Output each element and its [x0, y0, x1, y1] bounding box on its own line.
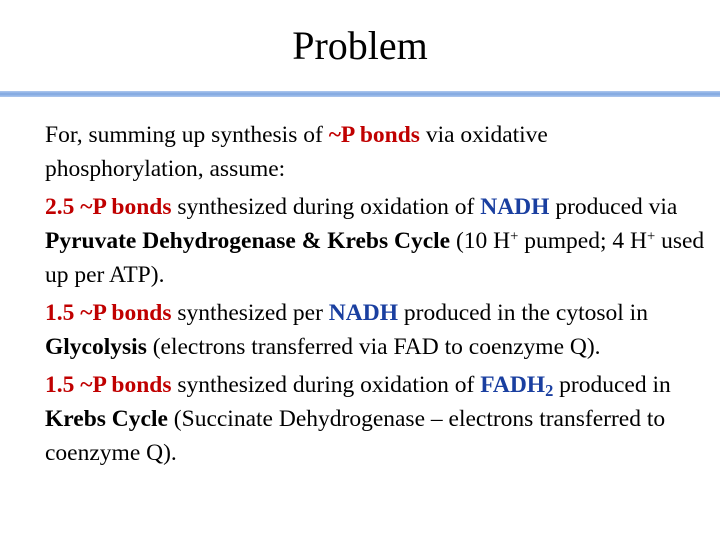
enzyme-term: Pyruvate Dehydrogenase [45, 228, 296, 254]
title-divider [0, 91, 720, 97]
nadh-term-2: NADH [328, 300, 398, 326]
intro-text-1: For, summing up synthesis of [45, 122, 329, 148]
nadh-term-1: NADH [480, 194, 550, 220]
fadh2-term [480, 372, 554, 401]
proton-charge-2: + [646, 228, 656, 245]
proton-charge-1: + [510, 228, 519, 245]
krebs-cycle-term-2: Krebs Cycle [45, 406, 168, 432]
p-bonds-term: ~P bonds [328, 122, 420, 148]
item2-text-2: produced in the cytosol in [398, 300, 648, 326]
krebs-cycle-term-1: Krebs Cycle [327, 228, 451, 254]
item3-text-3: (Succinate Dehydrogenase – electrons transferred to coenzyme Q). [45, 406, 666, 466]
fadh-label: FADH [480, 372, 546, 398]
item1-text-3: (10 H [450, 228, 511, 254]
item1-text-5: used up per ATP). [45, 228, 705, 288]
bond-value-1: 2.5 ~P bonds [45, 194, 172, 220]
bond-value-2: 1.5 ~P bonds [45, 300, 172, 326]
slide-title: Problem [292, 23, 428, 68]
item3-text-2: produced in [553, 372, 671, 398]
intro-text-2: via oxidative phosphorylation, assume: [45, 122, 548, 182]
assumption-nadh-krebs [45, 190, 705, 292]
item1-text-2: produced via [549, 194, 678, 220]
item1-text-4: pumped; 4 H [518, 228, 647, 254]
item2-text-1: synthesized per [171, 300, 329, 326]
item3-text-1: synthesized during oxidation of [171, 372, 481, 398]
item2-text-3: (electrons transferred via FAD to coenzyme Q). [146, 334, 601, 360]
item1-text-1: synthesized during oxidation of [171, 194, 481, 220]
ampersand: & [295, 228, 328, 254]
assumption-nadh-glycolysis [45, 296, 705, 364]
assumption-fadh2 [45, 368, 705, 470]
glycolysis-term: Glycolysis [45, 334, 147, 360]
bond-value-3: 1.5 ~P bonds [45, 372, 172, 398]
fadh-subscript: 2 [545, 381, 554, 401]
slide-body [45, 118, 705, 470]
intro-paragraph [45, 118, 705, 186]
